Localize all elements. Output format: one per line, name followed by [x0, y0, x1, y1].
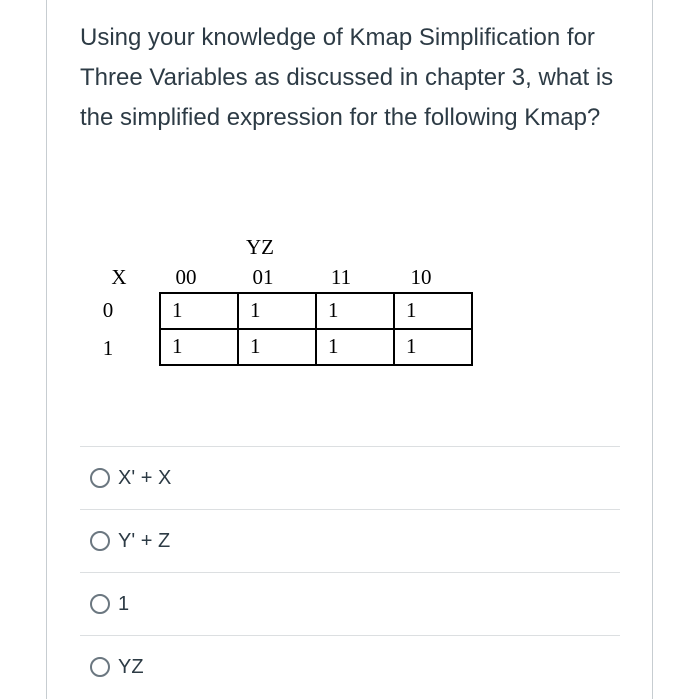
kmap-cell: 1: [159, 328, 239, 366]
kmap-row-variable-label: X: [111, 265, 127, 289]
answer-option-2[interactable]: [80, 509, 620, 572]
kmap-cell: 1: [315, 328, 395, 366]
answer-option-label: X' + X: [118, 466, 172, 489]
kmap-column-header: 11: [330, 265, 352, 289]
answer-option-label: 1: [118, 592, 130, 615]
radio-button-icon[interactable]: [90, 468, 110, 488]
answer-option-label: YZ: [118, 655, 144, 678]
kmap-cell: 1: [393, 292, 473, 330]
answer-option-3[interactable]: [80, 572, 620, 635]
kmap-column-header: 00: [175, 265, 197, 289]
radio-button-icon[interactable]: [90, 657, 110, 677]
kmap-row-header: 0: [102, 298, 114, 322]
kmap-cell: 1: [237, 328, 317, 366]
kmap-column-variable-label: YZ: [246, 235, 274, 259]
kmap-cell: 1: [315, 292, 395, 330]
radio-button-icon[interactable]: [90, 531, 110, 551]
kmap-column-header: 10: [410, 265, 432, 289]
kmap-cell: 1: [393, 328, 473, 366]
kmap-cell: 1: [159, 292, 239, 330]
radio-button-icon[interactable]: [90, 594, 110, 614]
answer-option-label: Y' + Z: [118, 529, 171, 552]
answer-option-4[interactable]: [80, 635, 620, 698]
kmap-column-header: 01: [252, 265, 274, 289]
kmap-cell: 1: [237, 292, 317, 330]
kmap-grid: [159, 292, 473, 366]
question-text: Using your knowledge of Kmap Simplification for Three Variables as discussed in chapter 3, what is the simplified expression for the following Kmap?: [80, 24, 614, 131]
kmap-row-header: 1: [102, 336, 114, 360]
answer-options: [80, 446, 620, 698]
answer-option-1[interactable]: [80, 446, 620, 509]
